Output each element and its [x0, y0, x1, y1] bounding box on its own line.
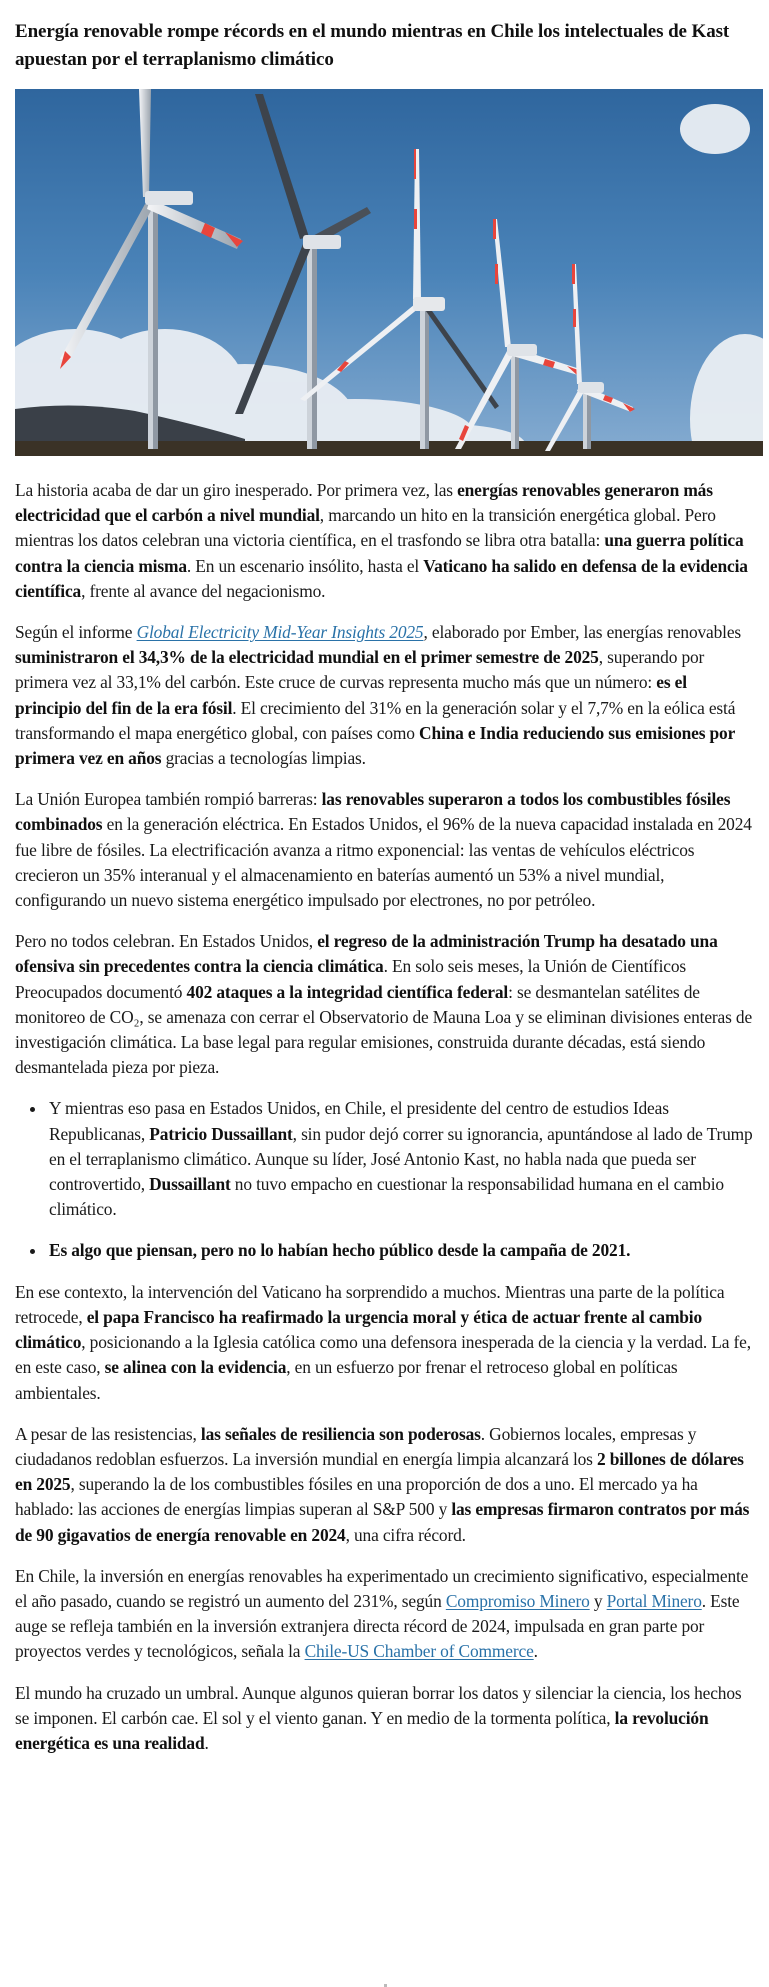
text: En Chile, la inversión en energías renovables ha experimentado un crecimiento significativo, especialmente el año pasado, cuando se registró un aumento del 231%, según — [15, 1565, 749, 1611]
bold-text: 2 billones de dólares en 2025 — [15, 1448, 744, 1495]
list-item — [47, 1096, 757, 1222]
paragraph-7 — [15, 1564, 757, 1665]
bold-text: 402 ataques a la integridad científica federal — [186, 981, 509, 1002]
text: en la generación eléctrica. En Estados Unidos, el 96% de la nueva capacidad instalada en 2024 fue libre de fósiles. La electrificación avanza a ritmo exponencial: las ventas de vehículos eléctricos crecieron un 35% interanual y el almacenamiento en baterías aumentó un 53% a nivel mundial, configurando un nuevo sistema energético impulsado por electrones, no por petróleo. — [15, 814, 752, 911]
text: Y mientras eso pasa en Estados Unidos, en Chile, el presidente del centro de estudios Ideas Republicanas, — [49, 1098, 669, 1144]
bold-text: Dussaillant — [149, 1174, 231, 1195]
bullet-list — [15, 1096, 757, 1263]
bold-text: se alinea con la evidencia — [104, 1357, 287, 1378]
text: . Gobiernos locales, empresas y ciudadanos redoblan esfuerzos. La inversión mundial en energía limpia alcanzará los — [15, 1423, 697, 1469]
bold-text: Vaticano ha salido en defensa de la evidencia científica — [15, 555, 748, 601]
text: , frente al avance del negacionismo. — [81, 580, 326, 601]
text: La Unión Europea también rompió barreras: — [15, 789, 322, 810]
text: , superando la de los combustibles fósiles en una proporción de dos a uno. El mercado ya ha hablado: las acciones de energías limpias superan al S&P 500 y — [15, 1474, 698, 1520]
bold-text: el regreso de la administración Trump ha desatado una ofensiva sin precedentes contra la ciencia climática — [15, 931, 718, 977]
bold-text: el papa Francisco ha reafirmado la urgencia moral y ética de actuar frente al cambio climático — [15, 1306, 703, 1353]
text: En ese contexto, la intervención del Vaticano ha sorprendido a muchos. Mientras una parte de la política retrocede, — [15, 1281, 725, 1327]
text: . — [533, 1641, 538, 1662]
text: A pesar de las resistencias, — [15, 1423, 201, 1444]
text: , sin pudor dejó correr su ignorancia, apuntándose al lado de Trump en el terraplanismo climático. Aunque su líder, José Antonio Kast, no habla nada que pueda ser controvertido, — [49, 1123, 753, 1195]
link-compromiso-minero[interactable]: Compromiso Minero — [445, 1590, 590, 1611]
link-chile-us-chamber[interactable]: Chile-US Chamber of Commerce — [304, 1641, 534, 1662]
text: , en un esfuerzo por frenar el retroceso global en políticas ambientales. — [15, 1357, 678, 1403]
text: no tuvo empacho en cuestionar la responsabilidad humana en el cambio climático. — [49, 1174, 724, 1220]
paragraph-4 — [15, 929, 757, 1080]
text: . — [204, 1732, 209, 1753]
wind-turbines-illustration — [15, 89, 763, 456]
bold-text: una guerra política contra la ciencia misma — [15, 530, 744, 576]
paragraph-6 — [15, 1422, 757, 1548]
text: : se desmantelan satélites de monitoreo de CO₂, se amenaza con cerrar el Observatorio de Mauna Loa y se eliminan divisiones enteras de investigación climática. La base legal para regular emisiones, construida durante décadas, está siendo desmantelada pieza por pieza. — [15, 981, 753, 1078]
text: El mundo ha cruzado un umbral. Aunque algunos quieran borrar los datos y silenciar la ciencia, los hechos se imponen. El carbón cae. El sol y el viento ganan. Y en medio de la tormenta política, — [15, 1682, 742, 1728]
bold-text: las empresas firmaron contratos por más de 90 gigavatios de energía renovable en 2024 — [15, 1499, 750, 1545]
hero-image — [15, 89, 763, 456]
text: , posicionando a la Iglesia católica como una defensora inesperada de la ciencia y la verdad. La fe, en este caso, — [15, 1332, 751, 1378]
paragraph-1 — [15, 478, 757, 604]
text: y — [589, 1590, 607, 1611]
text: Según el informe — [15, 622, 137, 643]
text: gracias a tecnologías limpias. — [161, 748, 366, 769]
article-body — [15, 478, 757, 1756]
article — [15, 0, 757, 1772]
list-item — [47, 1238, 757, 1263]
text: Pero no todos celebran. En Estados Unidos, — [15, 931, 318, 952]
bold-text: Es algo que piensan, pero no lo habían hecho público desde la campaña de 2021. — [49, 1240, 631, 1261]
bold-text: la revolución energética es una realidad — [15, 1707, 709, 1753]
text: . En solo seis meses, la Unión de Científicos Preocupados documentó — [15, 956, 686, 1002]
link-ember-report[interactable]: Global Electricity Mid-Year Insights 2025 — [136, 622, 424, 643]
paragraph-8 — [15, 1681, 757, 1757]
text: . El crecimiento del 31% en la generación solar y el 7,7% en la eólica está transformando el mapa energético global, con países como — [15, 697, 736, 743]
text: . En un escenario insólito, hasta el — [186, 555, 424, 576]
link-portal-minero[interactable]: Portal Minero — [606, 1590, 702, 1611]
text: , una cifra récord. — [345, 1524, 466, 1545]
bold-text: suministraron el 34,3% de la electricidad mundial en el primer semestre de 2025 — [15, 647, 599, 668]
text: , superando por primera vez al 33,1% del carbón. Este cruce de curvas representa mucho más que un número: — [15, 647, 705, 693]
bold-text: Patricio Dussaillant — [149, 1123, 293, 1144]
article-title: Energía renovable rompe récords en el mundo mientras en Chile los intelectuales de Kast apuestan por el terraplanismo climático — [15, 21, 730, 70]
paragraph-5 — [15, 1280, 757, 1406]
text: La historia acaba de dar un giro inesperado. Por primera vez, las — [15, 480, 458, 500]
bold-text: las renovables superaron a todos los combustibles fósiles combinados — [15, 789, 731, 835]
paragraph-2 — [15, 620, 757, 771]
bold-text: es el principio del fin de la era fósil — [15, 672, 687, 718]
bold-text: las señales de resiliencia son poderosas — [200, 1423, 481, 1444]
text: , marcando un hito en la transición energética global. Pero mientras los datos celebran una victoria científica, en el trasfondo se libra otra batalla: — [15, 505, 716, 551]
text: , elaborado por Ember, las energías renovables — [423, 622, 742, 643]
bold-text: energías renovables generaron más electricidad que el carbón a nivel mundial — [15, 480, 713, 526]
paragraph-3 — [15, 787, 757, 913]
text: . Este auge se refleja también en la inversión extranjera directa récord de 2024, impulsada en gran parte por proyectos verdes y tecnológicos, señala la — [15, 1590, 740, 1662]
bold-text: China e India reduciendo sus emisiones por primera vez en años — [15, 722, 735, 769]
